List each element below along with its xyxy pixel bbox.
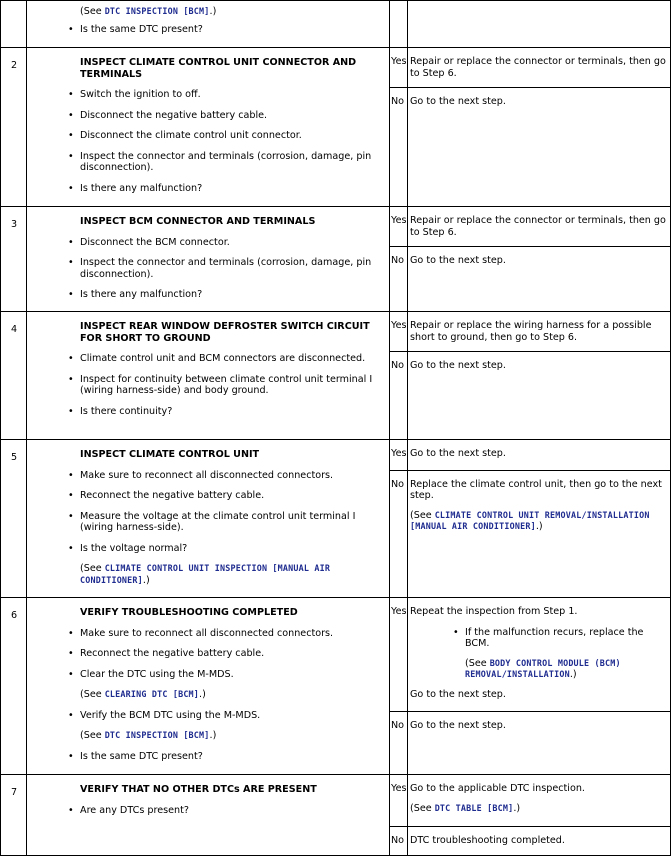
yes-action: Go to the applicable DTC inspection. [410,783,585,794]
bullet-list [80,237,385,301]
action-cell [27,48,390,207]
dtc-inspection-link[interactable]: DTC INSPECTION [BCM] [104,6,210,16]
action-cell [27,440,390,598]
bullet-list [80,89,385,194]
dtc-table-link[interactable]: DTC TABLE [BCM] [434,802,514,813]
climate-control-unit-removal-link[interactable]: CLIMATE CONTROL UNIT REMOVAL/INSTALLATION [MANUAL AIR CONDITIONER] [410,509,650,531]
action-cell [27,775,390,856]
clearing-dtc-link[interactable]: CLEARING DTC [BCM] [104,689,200,699]
bcm-removal-link[interactable]: BODY CONTROL MODULE (BCM) REMOVAL/INSTALLATION [465,657,621,679]
bullet-list [80,470,385,555]
see-reference: (See CLEARING DTC [BCM].) [80,689,206,700]
bullet-list [80,24,385,36]
list-item: • Inspect for continuity between climate control unit terminal I (wiring harness-side) and body ground. [80,374,385,397]
table-row [1,440,671,598]
result-cell [390,1,671,48]
yes-action: Repair or replace the connector or terminals, then go to Step 6. [410,56,666,79]
yes-next-step: Go to the next step. [410,688,506,700]
step-title: INSPECT CLIMATE CONTROL UNIT [80,449,260,460]
see-reference: (See CLIMATE CONTROL UNIT REMOVAL/INSTALLATION [MANUAL AIR CONDITIONER].) [410,509,650,532]
yes-action: Repeat the inspection from Step 1. [410,606,578,617]
step-number: 2 [1,48,27,207]
step-title: INSPECT CLIMATE CONTROL UNIT CONNECTOR AND TERMINALS [80,57,357,80]
action-cell [27,1,390,48]
yes-label: Yes [390,48,408,87]
see-reference: (See DTC TABLE [BCM].) [410,802,521,814]
no-label: No [390,711,408,774]
table-row [1,207,671,312]
list-item: • Is the voltage normal? [80,543,385,555]
yes-label: Yes [390,775,408,826]
list-item: • Make sure to reconnect all disconnected connectors. [80,628,385,640]
no-action: Go to the next step. [410,95,506,107]
list-item: • Reconnect the negative battery cable. [80,648,385,660]
result-cell [390,775,671,856]
step-title: VERIFY TROUBLESHOOTING COMPLETED [80,607,298,618]
no-label: No [390,351,408,439]
list-item: • Inspect the connector and terminals (corrosion, damage, pin disconnection). [80,151,385,174]
step-number: 4 [1,312,27,440]
no-action: Go to the next step. [410,719,506,731]
list-item: • Is the same DTC present? [80,24,385,36]
step-number: 5 [1,440,27,598]
result-cell [390,207,671,312]
step-number-cell [1,1,27,48]
yes-label: Yes [390,312,408,351]
yes-label: Yes [390,207,408,246]
bullet-list [80,751,385,763]
no-action: DTC troubleshooting completed. [410,834,565,846]
action-cell [27,207,390,312]
no-label: No [390,826,408,855]
action-cell [27,312,390,440]
list-item: • Inspect the connector and terminals (corrosion, damage, pin disconnection). [80,257,385,280]
bullet-list [410,627,667,650]
no-action: Go to the next step. [410,254,506,266]
table-row [1,598,671,775]
no-action: Go to the next step. [410,359,506,371]
table-row [1,775,671,856]
yes-action: Repair or replace the connector or terminals, then go to Step 6. [410,215,666,238]
no-action: Replace the climate control unit, then go to the next step. [410,478,662,501]
list-item: • Climate control unit and BCM connectors are disconnected. [80,353,385,365]
list-item: • Clear the DTC using the M-MDS. [80,669,385,681]
step-title: INSPECT REAR WINDOW DEFROSTER SWITCH CIRCUIT FOR SHORT TO GROUND [80,321,370,344]
list-item: • Measure the voltage at the climate control unit terminal I (wiring harness-side). [80,511,385,534]
no-label: No [390,246,408,311]
list-item: • Make sure to reconnect all disconnected connectors. [80,470,385,482]
table-row [1,48,671,207]
bullet-list [80,628,385,681]
list-item: • Disconnect the BCM connector. [80,237,385,249]
yes-action: Go to the next step. [410,448,506,459]
bullet-list [80,353,385,417]
list-item: • If the malfunction recurs, replace the BCM. [465,627,667,650]
bullet-list [80,805,385,817]
step-number: 3 [1,207,27,312]
list-item: • Reconnect the negative battery cable. [80,490,385,502]
table-row [1,312,671,440]
list-item: • Switch the ignition to off. [80,89,385,101]
bullet-list [80,710,385,722]
step-title: INSPECT BCM CONNECTOR AND TERMINALS [80,216,316,227]
result-cell [390,598,671,775]
action-cell [27,598,390,775]
list-item: • Is there any malfunction? [80,183,385,195]
table-row [1,1,671,48]
yes-label: Yes [390,598,408,711]
see-reference: (See BODY CONTROL MODULE (BCM) REMOVAL/INSTALLATION.) [465,657,621,680]
yes-label: Yes [390,440,408,470]
step-number: 6 [1,598,27,775]
dtc-inspection-link[interactable]: DTC INSPECTION [BCM] [104,730,210,740]
result-cell [390,48,671,207]
step-title: VERIFY THAT NO OTHER DTCs ARE PRESENT [80,784,317,795]
see-reference: (See DTC INSPECTION [BCM].) [80,730,217,741]
result-cell [390,312,671,440]
list-item: • Is there any malfunction? [80,289,385,301]
list-item: • Disconnect the negative battery cable. [80,110,385,122]
list-item: • Is the same DTC present? [80,751,385,763]
list-item: • Verify the BCM DTC using the M-MDS. [80,710,385,722]
no-label: No [390,87,408,206]
see-reference: (See DTC INSPECTION [BCM].) [80,6,217,17]
list-item: • Disconnect the climate control unit connector. [80,130,385,142]
no-label: No [390,470,408,597]
see-reference: (See CLIMATE CONTROL UNIT INSPECTION [MANUAL AIR CONDITIONER].) [80,563,331,586]
result-cell [390,440,671,598]
step-number: 7 [1,775,27,856]
yes-action: Repair or replace the wiring harness for a possible short to ground, then go to Step 6. [410,320,652,343]
list-item: • Is there continuity? [80,406,385,418]
climate-control-unit-inspection-link[interactable]: CLIMATE CONTROL UNIT INSPECTION [MANUAL AIR CONDITIONER] [80,563,331,585]
list-item: • Are any DTCs present? [80,805,385,817]
